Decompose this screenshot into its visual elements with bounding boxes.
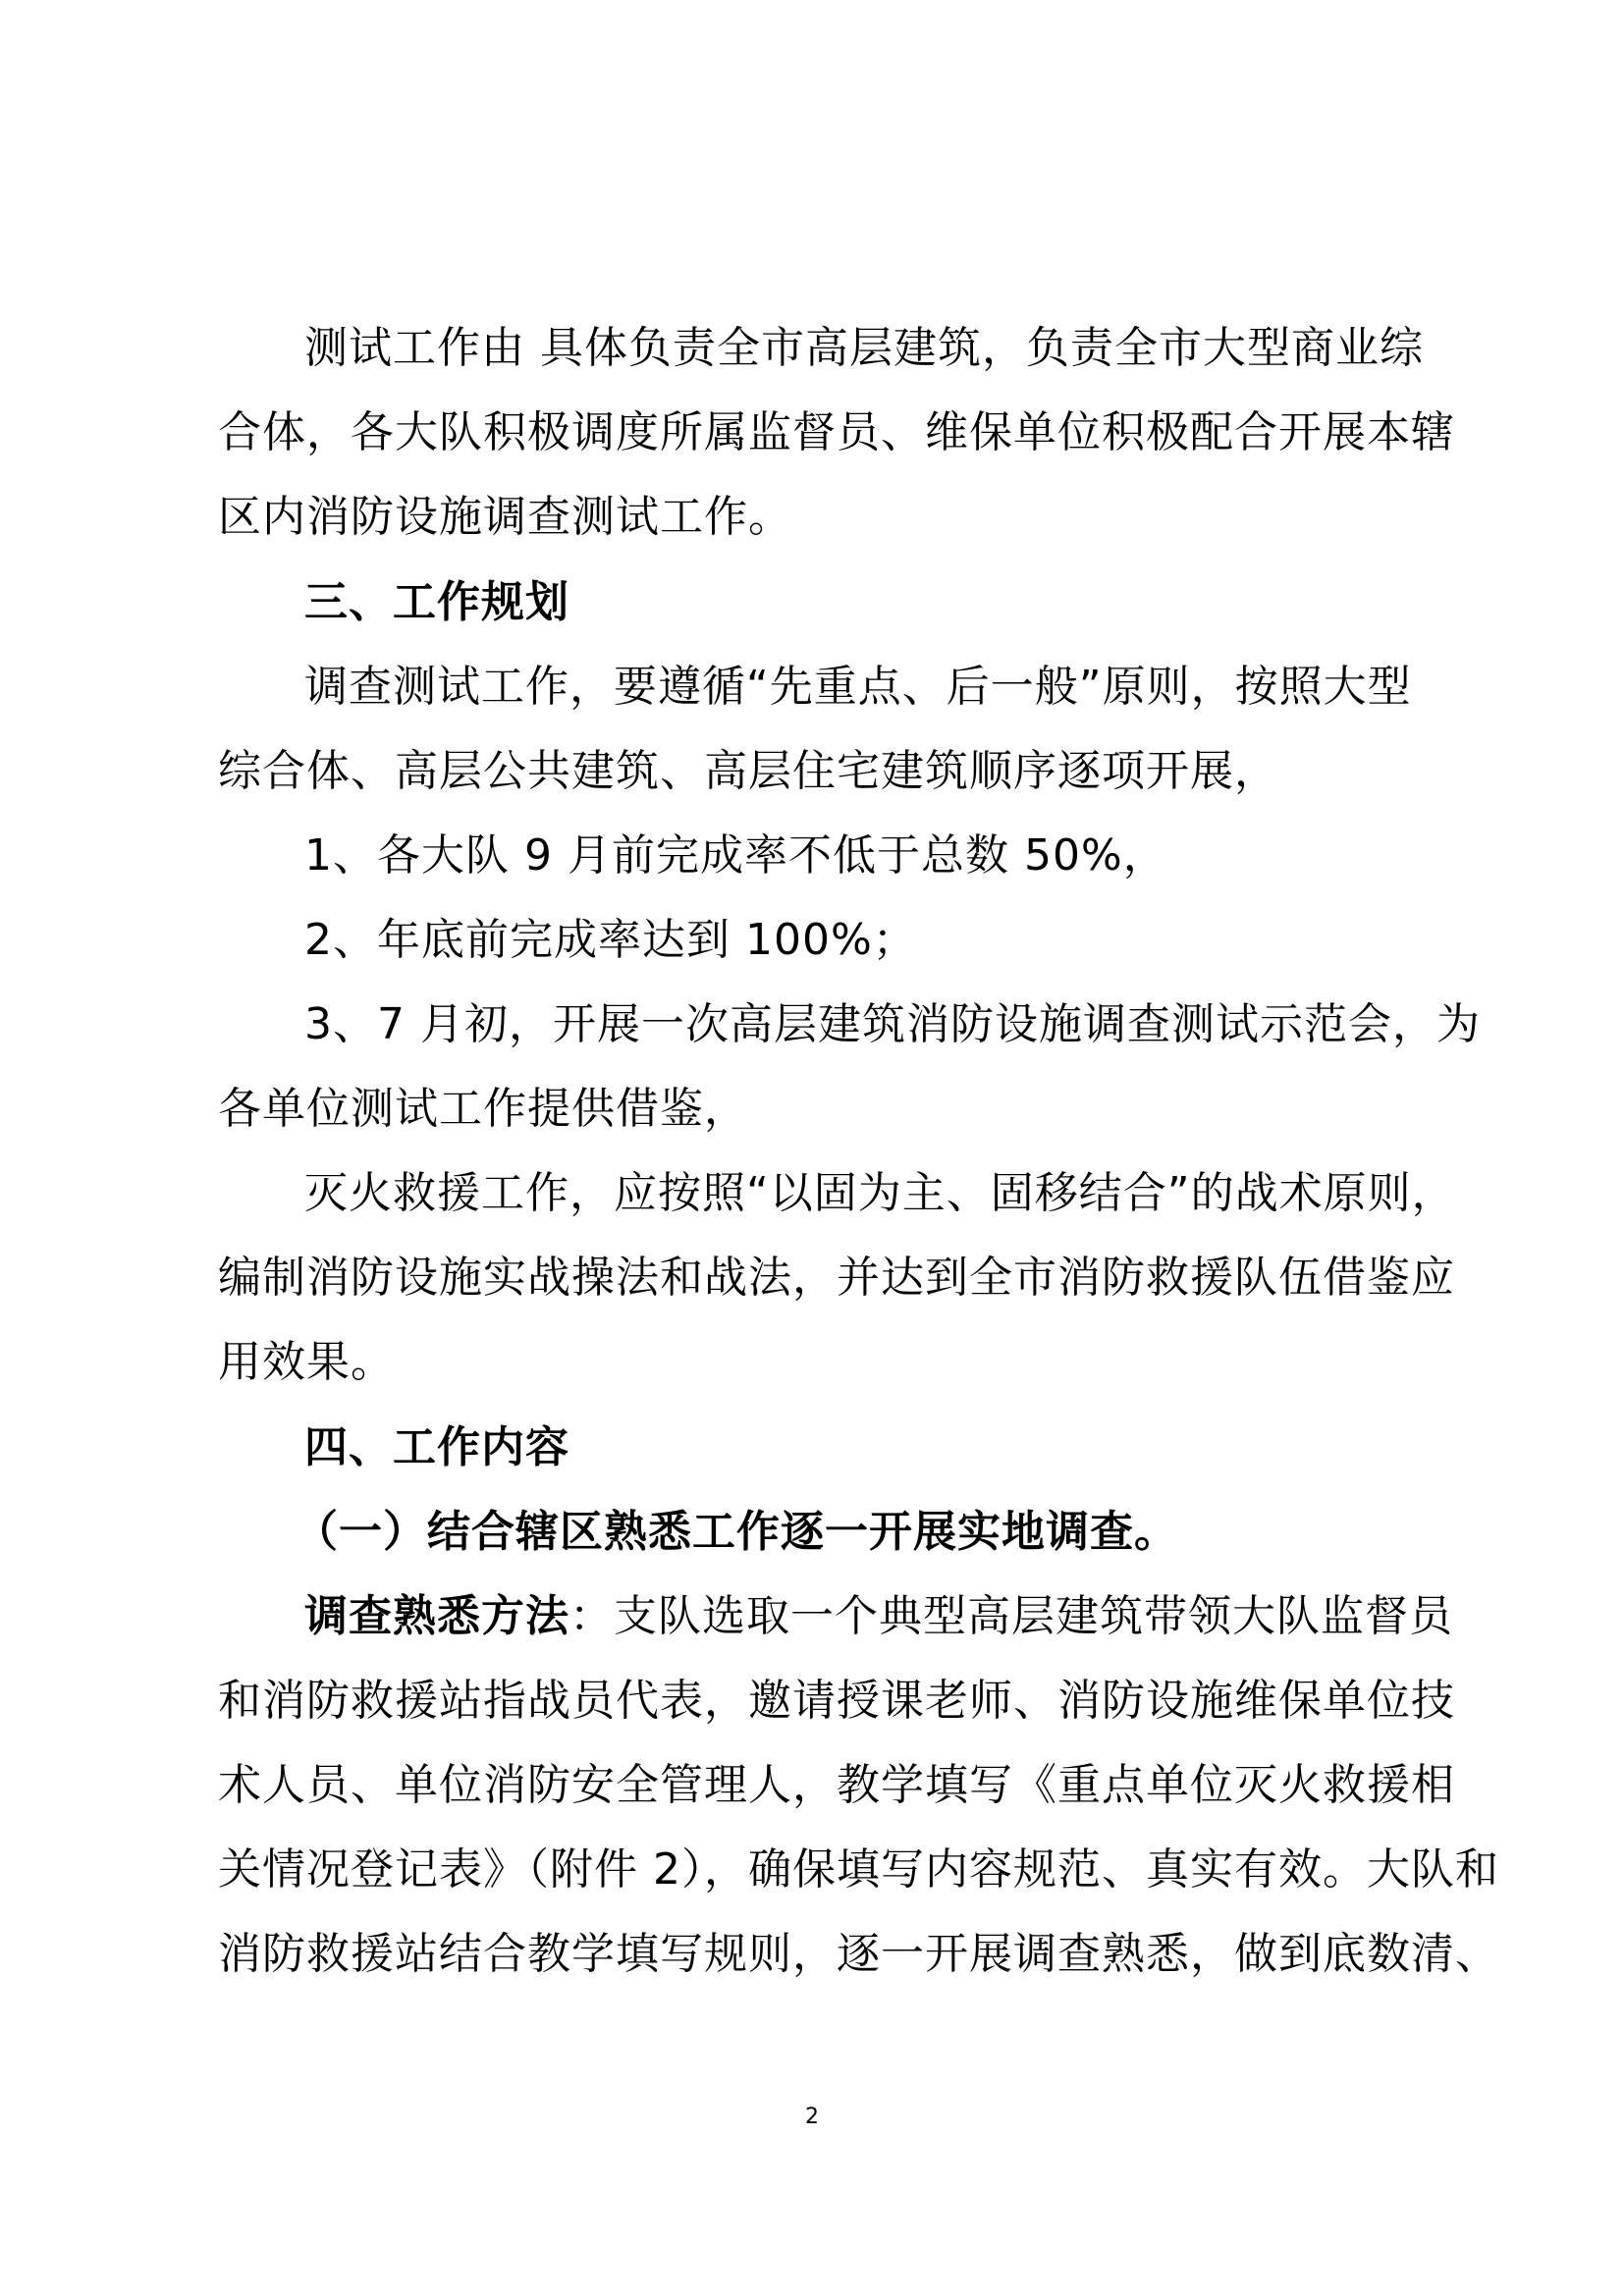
paragraph-line: 消防救援站结合教学填写规则，逐一开展调查熟悉，做到底数清、 (218, 1929, 1499, 1979)
paragraph-line: 区内消防设施调查测试工作。 (218, 492, 792, 542)
paragraph-line: 和消防救援站指战员代表，邀请授课老师、消防设施维保单位技 (218, 1676, 1455, 1726)
paragraph-line: 测试工作由 具体负责全市高层建筑，负责全市大型商业综 (304, 323, 1424, 373)
page-number: 2 (805, 2105, 819, 2129)
paragraph-line: 调查测试工作，要遵循“先重点、后一般”原则，按照大型 (304, 662, 1412, 712)
paragraph-line: 合体，各大队积极调度所属监督员、维保单位积极配合开展本辖 (218, 407, 1455, 457)
subsection-heading: （一）结合辖区熟悉工作逐一开展实地调查。 (295, 1507, 1178, 1557)
method-label: 调查熟悉方法 (304, 1591, 569, 1641)
list-item: 2、年底前完成率达到 100%； (304, 915, 917, 965)
paragraph-line: 综合体、高层公共建筑、高层住宅建筑顺序逐项开展， (218, 746, 1278, 796)
paragraph-line: 编制消防设施实战操法和战法，并达到全市消防救援队伍借鉴应 (218, 1253, 1455, 1303)
paragraph-line: 各单位测试工作提供借鉴， (218, 1084, 748, 1134)
section-heading: 三、工作规划 (304, 577, 569, 627)
section-heading: 四、工作内容 (304, 1422, 569, 1472)
list-item: 3、7 月初，开展一次高层建筑消防设施调查测试示范会，为 (304, 999, 1481, 1049)
paragraph-line: 术人员、单位消防安全管理人，教学填写《重点单位灭火救援相 (218, 1760, 1455, 1810)
method-text: ：支队选取一个典型高层建筑带领大队监督员 (569, 1591, 1453, 1641)
paragraph-line: 关情况登记表》（附件 2），确保填写内容规范、真实有效。大队和 (218, 1844, 1499, 1895)
paragraph-line: 灭火救援工作，应按照“以固为主、固移结合”的战术原则， (304, 1168, 1456, 1218)
paragraph-line: 用效果。 (218, 1337, 395, 1387)
paragraph-line (304, 1587, 1455, 1646)
list-item: 1、各大队 9 月前完成率不低于总数 50%， (304, 830, 1167, 881)
